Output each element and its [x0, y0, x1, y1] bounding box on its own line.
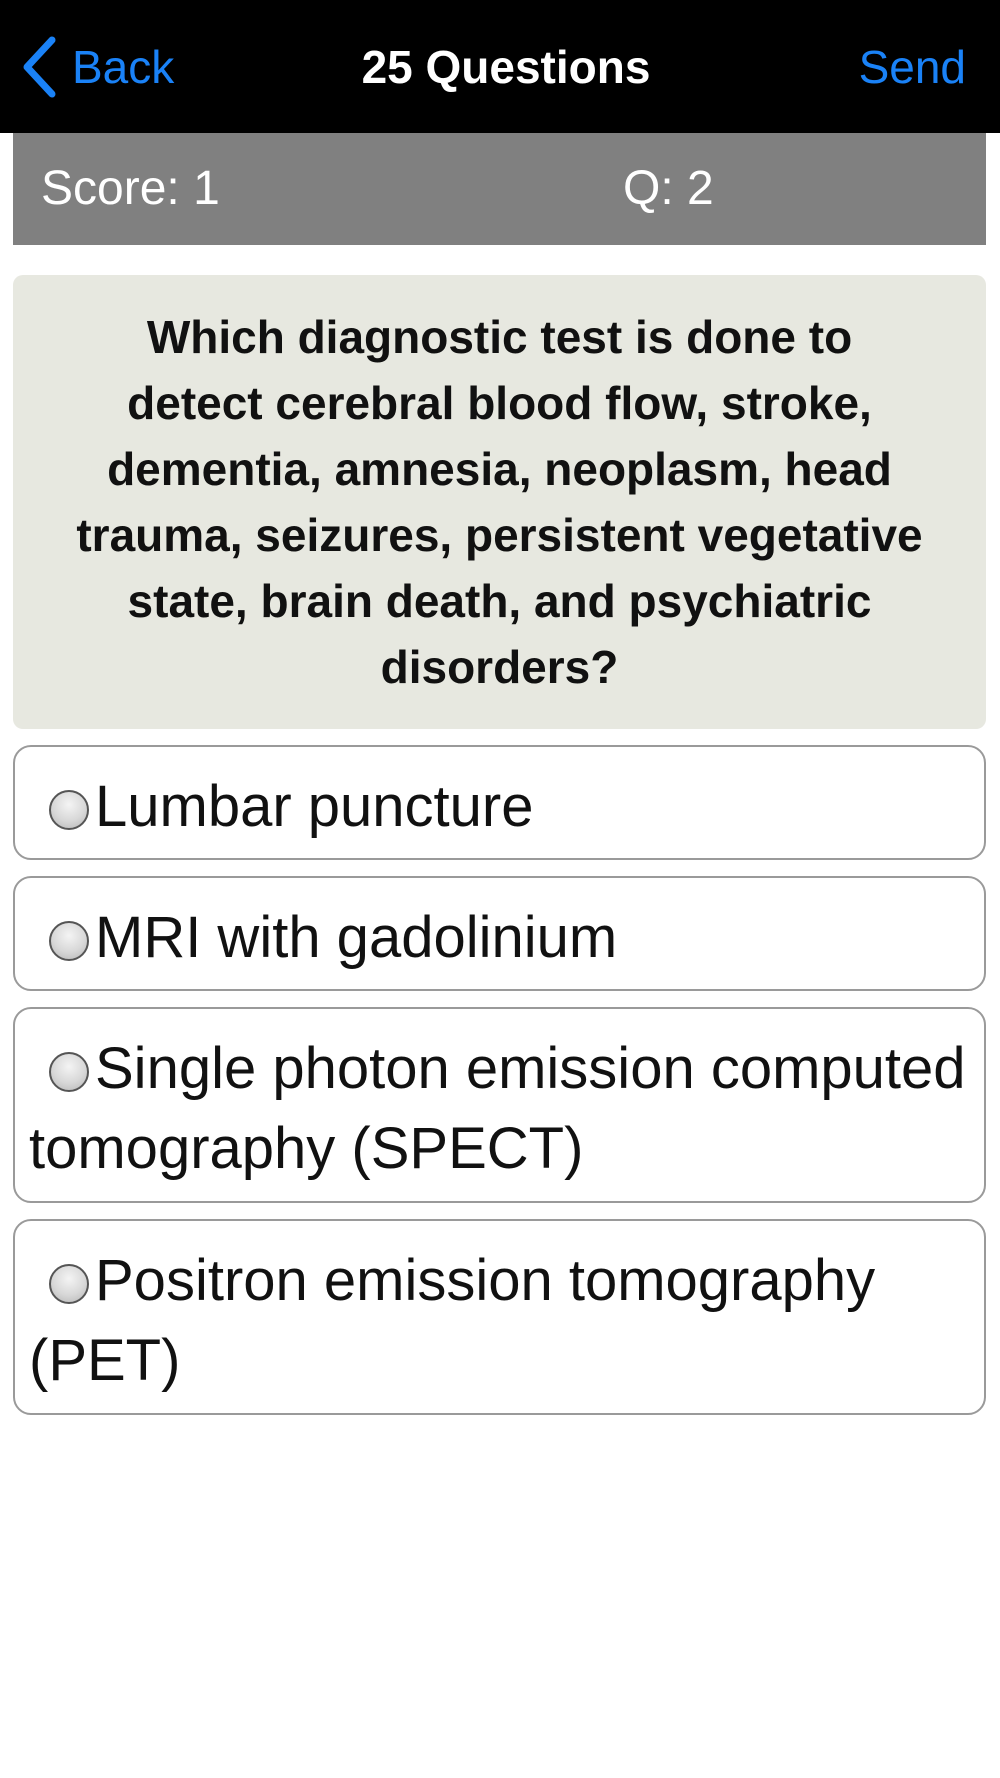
question-text: Which diagnostic test is done to detect cerebral blood flow, stroke, dementia, amnesia, neoplasm, head trauma, seizures, persistent vegetative state, brain death, and psychiatric disorders? — [76, 311, 923, 693]
question-number: Q: 2 — [623, 162, 714, 215]
question-card — [13, 275, 986, 729]
answer-option-3[interactable] — [13, 1007, 986, 1203]
answer-option-4[interactable] — [13, 1219, 986, 1415]
answer-option-label: Single photon emission computed tomography (SPECT) — [29, 1036, 966, 1181]
answer-option-label: Lumbar puncture — [95, 774, 534, 839]
send-button[interactable]: Send — [858, 41, 966, 93]
answer-option-label: Positron emission tomography (PET) — [29, 1248, 876, 1393]
radio-unselected-icon[interactable] — [49, 1052, 89, 1092]
page-title: 25 Questions — [361, 41, 651, 93]
score-bar — [13, 133, 986, 245]
back-label: Back — [72, 41, 175, 93]
radio-unselected-icon[interactable] — [49, 921, 89, 961]
answer-option-label: MRI with gadolinium — [95, 905, 618, 970]
radio-unselected-icon[interactable] — [49, 1264, 89, 1304]
navigation-bar — [0, 0, 1000, 133]
score-value: Score: 1 — [41, 162, 220, 215]
chevron-left-icon — [22, 36, 56, 98]
radio-unselected-icon[interactable] — [49, 790, 89, 830]
answer-option-1[interactable] — [13, 745, 986, 860]
answer-option-2[interactable] — [13, 876, 986, 991]
back-button[interactable] — [22, 32, 174, 102]
